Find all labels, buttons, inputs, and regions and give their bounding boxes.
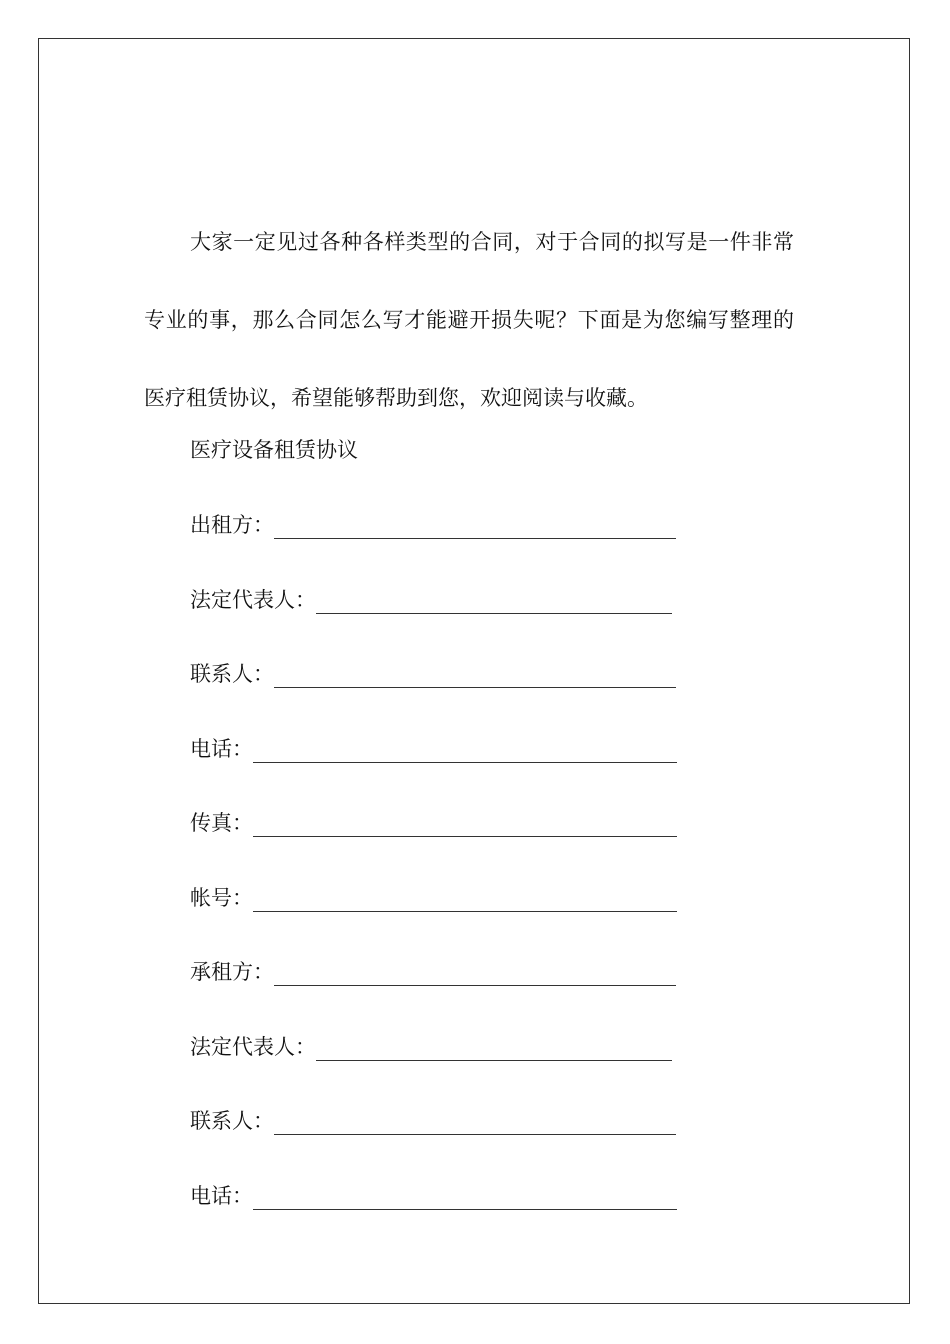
field-lessor [190, 505, 676, 545]
field-label: 法定代表人： [190, 588, 316, 612]
field-label: 承租方： [190, 960, 274, 984]
field-label: 联系人： [190, 1109, 274, 1133]
fill-in-line[interactable] [316, 583, 672, 614]
fill-in-line[interactable] [274, 955, 676, 986]
document-title: 医疗设备租赁协议 [190, 438, 358, 462]
fill-in-line[interactable] [274, 508, 676, 539]
intro-paragraph: 大家一定见过各种各样类型的合同，对于合同的拟写是一件非常专业的事，那么合同怎么写才能避开损失呢？下面是为您编写整理的医疗租赁协议，希望能够帮助到您，欢迎阅读与收藏。 [144, 230, 794, 410]
fill-in-line[interactable] [253, 881, 677, 912]
field-label: 法定代表人： [190, 1035, 316, 1059]
field-lessee-contact [190, 1101, 676, 1141]
field-label: 联系人： [190, 662, 274, 686]
fill-in-line[interactable] [316, 1030, 672, 1061]
field-label: 电话： [190, 1184, 253, 1208]
field-lessor-account [190, 878, 677, 918]
field-lessee [190, 952, 676, 992]
field-lessor-legal-rep [190, 580, 672, 620]
field-lessee-phone [190, 1176, 677, 1216]
fill-in-line[interactable] [253, 1179, 677, 1210]
field-lessor-contact [190, 654, 676, 694]
fill-in-line[interactable] [253, 806, 677, 837]
fill-in-line[interactable] [274, 1104, 676, 1135]
fill-in-line[interactable] [274, 657, 676, 688]
field-label: 传真： [190, 811, 253, 835]
fill-in-line[interactable] [253, 732, 677, 763]
field-label: 出租方： [190, 513, 274, 537]
field-label: 帐号： [190, 886, 253, 910]
field-lessor-phone [190, 729, 677, 769]
field-lessee-legal-rep [190, 1027, 672, 1067]
field-lessor-fax [190, 803, 677, 843]
field-label: 电话： [190, 737, 253, 761]
